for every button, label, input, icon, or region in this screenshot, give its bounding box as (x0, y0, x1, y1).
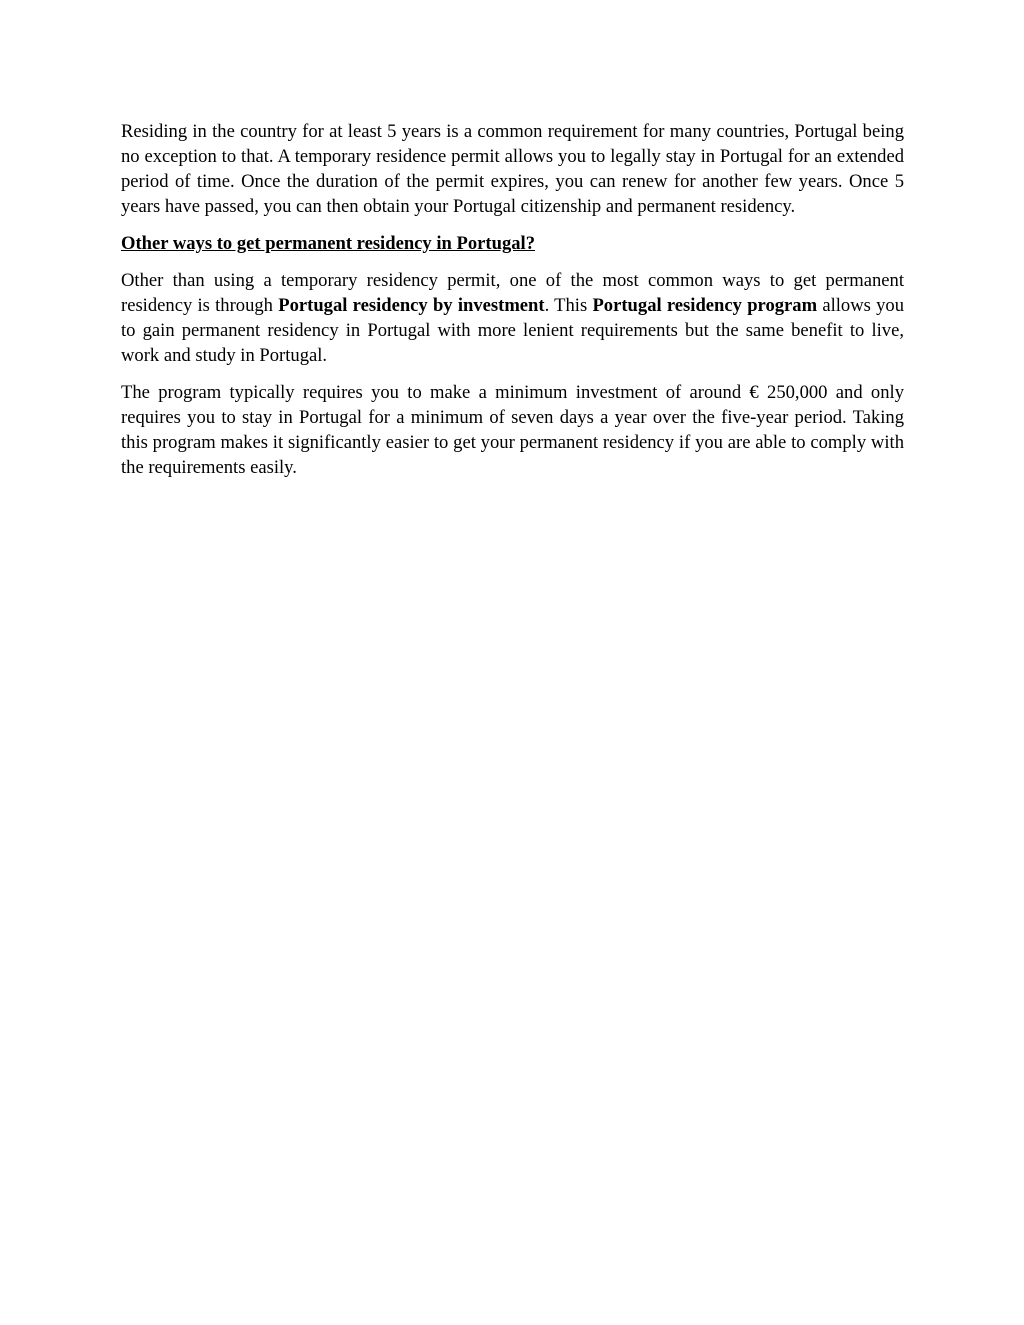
paragraph-text-part-1: Other than using a temporary residency permit, one of the most common ways to get permanent residency is through (121, 270, 904, 316)
document-body (121, 119, 904, 492)
paragraph-text-part-2: . This (544, 295, 593, 316)
bold-phrase-residency-by-investment: Portugal residency by investment (278, 295, 545, 316)
section-heading: Other ways to get permanent residency in Portugal? (121, 233, 536, 254)
paragraph-program-requirements: The program typically requires you to make a minimum investment of around € 250,000 and only requires you to stay in Portugal for a minimum of seven days a year over the five-year period. Taking this program makes it significantly easier to get your permanent residency if you are able to comply with the requirements easily. (121, 382, 904, 478)
paragraph-temporary-residence: Residing in the country for at least 5 years is a common requirement for many countries, Portugal being no exception to that. A temporary residence permit allows you to legally stay in Portugal for an extended period of time. Once the duration of the permit expires, you can renew for another few years. Once 5 years have passed, you can then obtain your Portugal citizenship and permanent residency. (121, 121, 904, 217)
bold-phrase-residency-program: Portugal residency program (592, 295, 818, 316)
paragraph-text-part-3: allows you to gain permanent residency in Portugal with more lenient requirements but the same benefit to live, work and study in Portugal. (121, 295, 904, 366)
paragraph-residency-investment (121, 268, 904, 368)
